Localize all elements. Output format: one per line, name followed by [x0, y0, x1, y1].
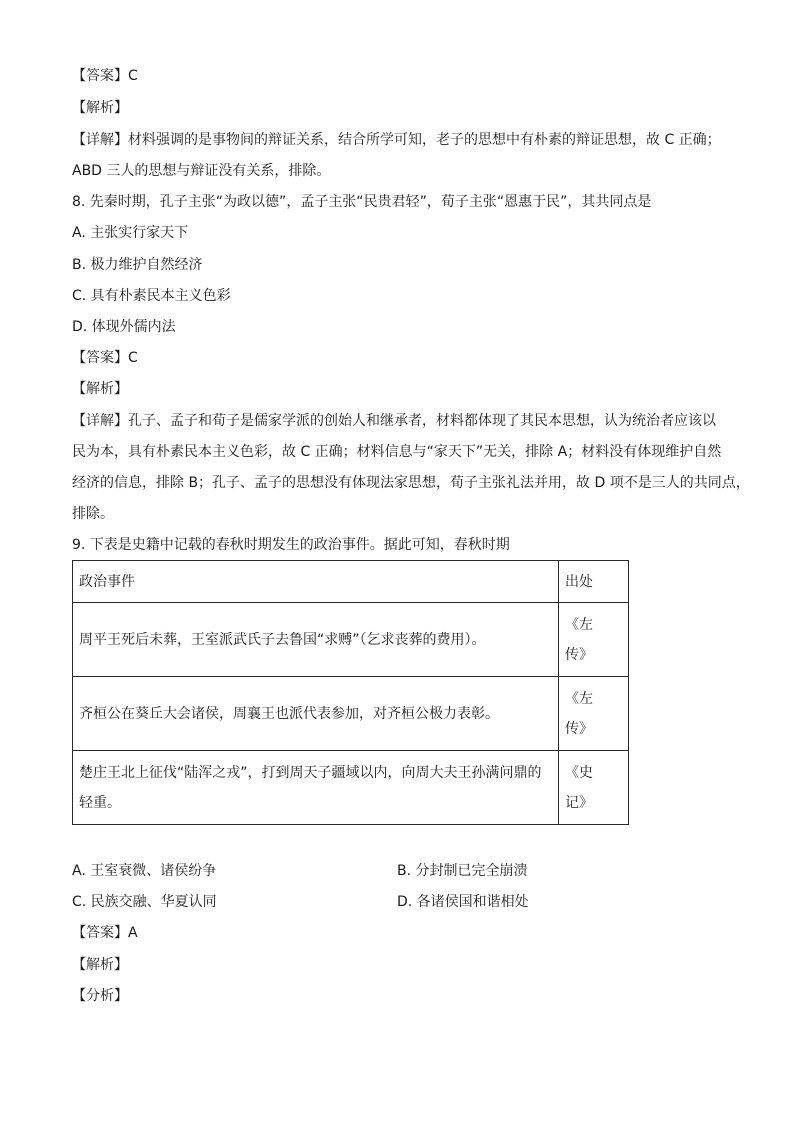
source-line: 《史 — [565, 764, 593, 781]
q8-analysis-label: 【解析】 — [72, 381, 128, 397]
table-cell-source — [559, 677, 629, 751]
event-line: 楚庄王北上征伐“陆浑之戎”，打到周天子疆域以内，向周大夫王孙满问鼎的 — [79, 764, 542, 781]
answer-value: A — [128, 925, 138, 941]
answer-value: C — [128, 350, 138, 366]
q9-option-d: D. 各诸侯国和谐相处 — [397, 894, 529, 910]
q8-option-a: A. 主张实行家天下 — [72, 225, 189, 241]
q9-stem: 9. 下表是史籍中记载的春秋时期发生的政治事件。据此可知，春秋时期 — [72, 537, 510, 553]
q9-answer — [72, 923, 138, 943]
q7-detail-line-2: ABD 三人的思想与辩证没有关系，排除。 — [72, 163, 331, 179]
table-cell-source — [559, 751, 629, 825]
q8-stem: 8. 先秦时期，孔子主张“为政以德”，孟子主张“民贵君轻”，荀子主张“恩惠于民”，其共同点是 — [72, 194, 652, 210]
table-row — [73, 677, 629, 751]
q8-option-c: C. 具有朴素民本主义色彩 — [72, 288, 231, 304]
table-cell-source — [559, 603, 629, 677]
source-line: 《左 — [565, 690, 593, 707]
q8-option-b: B. 极力维护自然经济 — [72, 257, 203, 273]
table-row — [73, 751, 629, 825]
table-cell-event: 周平王死后未葬，王室派武氏子去鲁国“求赙”（乞求丧葬的费用）。 — [73, 603, 559, 677]
answer-label: 【答案】 — [72, 68, 128, 84]
q9-events-table — [72, 560, 629, 825]
source-line: 记》 — [565, 794, 593, 811]
table-header-row — [73, 561, 629, 603]
table-header-source: 出处 — [559, 561, 629, 603]
q8-detail-line-1: 【详解】孔子、孟子和荀子是儒家学派的创始人和继承者，材料都体现了其民本思想，认为统治者应该以 — [72, 413, 716, 429]
table-row — [73, 603, 629, 677]
q7-detail-line-1: 【详解】材料强调的是事物间的辩证关系，结合所学可知，老子的思想中有朴素的辩证思想，故 C 正确； — [72, 132, 721, 148]
table-cell-event: 齐桓公在葵丘大会诸侯，周襄王也派代表参加，对齐桓公极力表彰。 — [73, 677, 559, 751]
q7-analysis-label: 【解析】 — [72, 100, 128, 116]
q8-detail-line-2: 民为本，具有朴素民本主义色彩，故 C 正确；材料信息与“家天下”无关，排除 A；材料没有体现维护自然 — [72, 444, 722, 460]
q9-option-c: C. 民族交融、华夏认同 — [72, 894, 217, 910]
q9-fenxi-label: 【分析】 — [72, 988, 128, 1004]
q8-option-d: D. 体现外儒内法 — [72, 319, 176, 335]
q8-detail-line-3: 经济的信息，排除 B；孔子、孟子的思想没有体现法家思想，荀子主张礼法并用，故 D 项不是三人的共同点， — [72, 475, 750, 491]
answer-label: 【答案】 — [72, 925, 128, 941]
q9-option-b: B. 分封制已完全崩溃 — [397, 863, 528, 879]
table-header-event: 政治事件 — [73, 561, 559, 603]
q9-analysis-label: 【解析】 — [72, 957, 128, 973]
answer-value: C — [128, 68, 138, 84]
answer-label: 【答案】 — [72, 350, 128, 366]
table-cell-event — [73, 751, 559, 825]
source-line: 《左 — [565, 616, 593, 633]
q9-option-a: A. 王室衰微、诸侯纷争 — [72, 863, 217, 879]
source-line: 传》 — [565, 646, 593, 663]
event-line: 轻重。 — [79, 794, 121, 811]
source-line: 传》 — [565, 720, 593, 737]
q7-answer — [72, 66, 138, 86]
q8-answer — [72, 348, 138, 368]
q8-detail-line-4: 排除。 — [72, 506, 114, 522]
